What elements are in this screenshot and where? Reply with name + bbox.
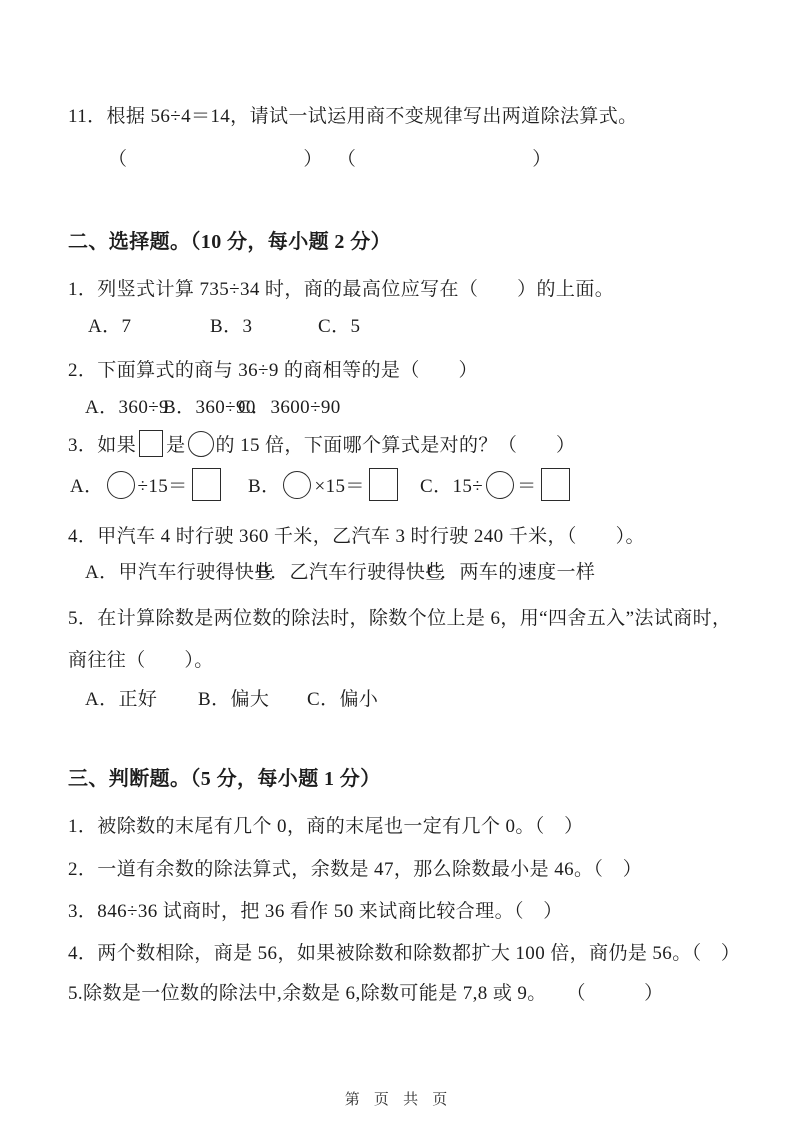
option-a: A．正好 <box>85 689 158 710</box>
s2-question-2-text: 2．下面算式的商与 36÷9 的商相等的是（ ） <box>68 360 478 381</box>
blank-close-paren: ） <box>303 149 323 170</box>
s2-question-3-text <box>68 430 575 459</box>
option-c <box>420 468 574 501</box>
option-c-pre: 15÷ <box>452 476 484 497</box>
blank-open-paren: （ <box>108 149 128 170</box>
blank-space <box>127 164 303 165</box>
option-a: A．甲汽车行驶得快些 <box>85 562 274 583</box>
section3-title: 三、判断题。（5 分，每小题 1 分） <box>68 768 381 790</box>
blank-gap <box>323 164 337 165</box>
s2-question-5-options <box>85 686 378 713</box>
option-a: A．360÷9 <box>85 397 169 418</box>
option-b: B．乙汽车行驶得快些 <box>257 562 445 583</box>
circle-shape <box>283 471 311 499</box>
blank-space <box>356 164 532 165</box>
question-11-answer-blanks <box>108 146 552 173</box>
option-b <box>248 468 420 501</box>
option-c: C．3600÷90 <box>238 397 341 418</box>
page-footer: 第 页 共 页 <box>344 1091 449 1108</box>
s2-question-3-options <box>70 468 574 501</box>
s3-question-5: 5.除数是一位数的除法中,余数是 6,除数可能是 7,8 或 9。 （ ） <box>68 983 664 1004</box>
s3-question-1: 1．被除数的末尾有几个 0，商的末尾也一定有几个 0。（ ） <box>68 816 584 837</box>
option-b-label: B． <box>248 476 281 497</box>
s2-question-5-text-line1: 5．在计算除数是两位数的除法时，除数个位上是 6，用“四舍五入”法试商时， <box>68 608 732 629</box>
blank-open-paren: （ <box>336 149 357 170</box>
s2-question-5-text-line2: 商往往（ ）。 <box>68 650 214 671</box>
s3-question-2: 2．一道有余数的除法算式，余数是 47，那么除数最小是 46。（ ） <box>68 859 643 880</box>
s2-question-4-text: 4．甲汽车 4 时行驶 360 千米，乙汽车 3 时行驶 240 千米，（ ）。 <box>68 526 645 547</box>
option-c: C．偏小 <box>307 689 379 710</box>
option-a: A．7 <box>88 316 132 337</box>
circle-shape <box>188 431 214 457</box>
square-shape <box>192 468 221 501</box>
section2-title: 二、选择题。（10 分，每小题 2 分） <box>68 231 391 253</box>
square-shape <box>139 430 163 457</box>
s3-question-3: 3．846÷36 试商时，把 36 看作 50 来试商比较合理。（ ） <box>68 901 563 922</box>
option-b: B．偏大 <box>198 689 270 710</box>
option-c-label: C． <box>420 476 453 497</box>
option-a-expr: ÷15＝ <box>137 476 188 497</box>
square-shape <box>369 468 398 501</box>
s2-question-1-text: 1．列竖式计算 735÷34 时，商的最高位应写在（ ）的上面。 <box>68 279 615 300</box>
option-c: C．5 <box>318 316 361 337</box>
q3-text-part1: 3．如果 <box>68 435 137 456</box>
circle-shape <box>486 471 514 499</box>
question-11-text: 11．根据 56÷4＝14，请试一试运用商不变规律写出两道除法算式。 <box>68 106 638 127</box>
option-a-label: A． <box>70 476 104 497</box>
option-a <box>70 468 248 501</box>
square-shape <box>541 468 570 501</box>
s3-question-4: 4．两个数相除，商是 56，如果被除数和除数都扩大 100 倍，商仍是 56。（ ） <box>68 943 741 964</box>
option-b: B．3 <box>210 316 253 337</box>
option-c: C．两车的速度一样 <box>427 562 596 583</box>
option-b-expr: ×15＝ <box>314 476 365 497</box>
option-c-eq: ＝ <box>517 476 537 497</box>
s2-question-2-options <box>85 394 341 421</box>
q3-text-part2: 是 <box>166 435 186 456</box>
blank-close-paren: ） <box>532 149 552 170</box>
s2-question-4-options <box>85 559 595 586</box>
s2-question-1-options <box>88 313 360 340</box>
option-b: B．360÷90 <box>163 397 256 418</box>
circle-shape <box>107 471 135 499</box>
q3-text-part3: 的 15 倍，下面哪个算式是对的？（ ） <box>215 435 576 456</box>
